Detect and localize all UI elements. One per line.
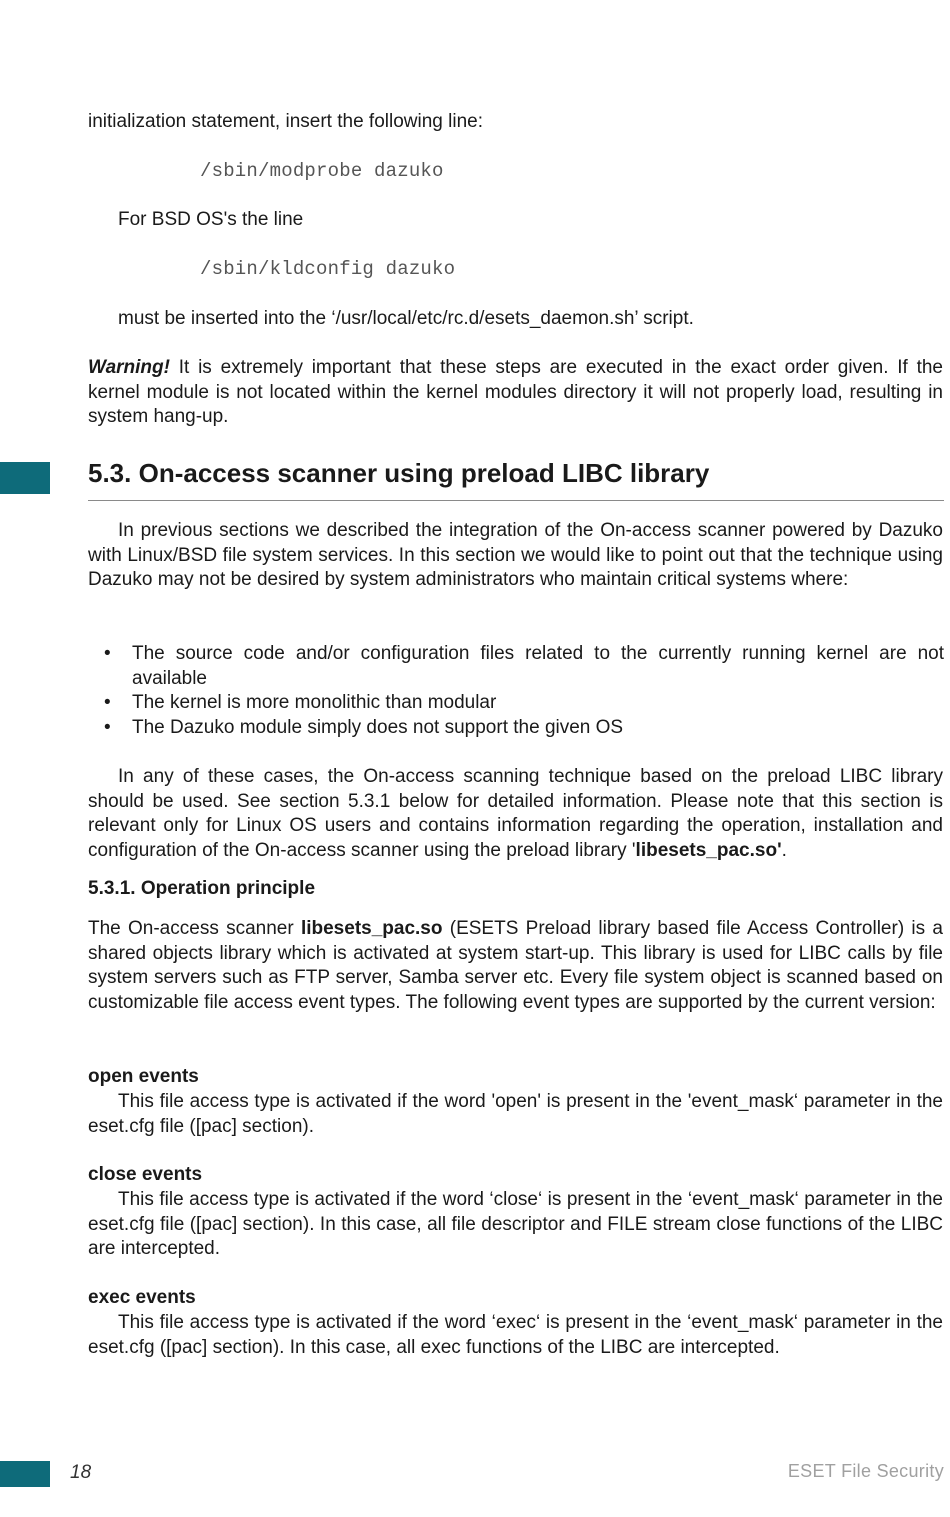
event-term-close: close events (88, 1164, 203, 1185)
footer-marker-bar (0, 1461, 50, 1487)
footer-product-name: ESET File Security (787, 1461, 944, 1481)
warning-label: Warning! (88, 357, 170, 378)
event-desc-close: This file access type is activated if the word ‘close‘ is present in the ‘event_mask‘ parameter in the eset.cfg file ([pac] section). In this case, all file descriptor and FILE stream close functions of the LIBC are intercepted. (88, 1189, 943, 1260)
event-desc-exec: This file access type is activated if the word ‘exec‘ is present in the ‘event_mask‘ parameter in the eset.cfg ([pac] section). In this case, all exec functions of the LIBC are intercepted. (88, 1312, 943, 1358)
bsd-line: For BSD OS's the line (118, 209, 304, 230)
event-term-open: open events (88, 1066, 199, 1087)
section-title: 5.3. On-access scanner using preload LIBC library (88, 458, 710, 488)
library-name: libesets_pac.so' (635, 839, 782, 861)
event-term-exec: exec events (88, 1287, 196, 1308)
operation-paragraph (88, 917, 943, 1015)
page-number: 18 (70, 1462, 92, 1483)
section-divider (88, 500, 944, 501)
subsection-title: 5.3.1. Operation principle (88, 878, 316, 899)
command-modprobe: /sbin/modprobe dazuko (200, 160, 444, 182)
list-item: • The kernel is more monolithic than modular (104, 691, 944, 716)
warning-text: It is extremely important that these steps are executed in the exact order given. If the kernel module is not located within the kernel modules directory it will not properly load, resulting in system hang-up. (88, 357, 943, 428)
section-intro-paragraph: In previous sections we described the integration of the On-access scanner powered by Dazuko with Linux/BSD file system services. In this section we would like to point out that the technique using Dazuko may not be desired by system administrators who maintain critical systems where: (88, 520, 943, 591)
operation-paragraph-text: (ESETS Preload library based file Access Controller) is a shared objects library which is activated at system start-up. This library is used for LIBC calls by file system servers such as FTP server, Samba server etc. Every file system object is scanned based on customizable file access event types. The following event types are supported by the current version: (88, 918, 943, 1013)
conditions-list (104, 642, 944, 740)
event-desc-open: This file access type is activated if the word 'open' is present in the 'event_mask‘ parameter in the eset.cfg file ([pac] section). (88, 1091, 943, 1137)
section-marker-bar (0, 462, 50, 494)
command-kldconfig: /sbin/kldconfig dazuko (200, 258, 456, 280)
script-line: must be inserted into the ‘/usr/local/etc/rc.d/esets_daemon.sh’ script. (118, 308, 694, 329)
intro-line: initialization statement, insert the following line: (88, 111, 483, 132)
preload-paragraph (88, 765, 943, 863)
operation-paragraph-start: The On-access scanner (88, 918, 301, 939)
preload-paragraph-end: . (781, 839, 787, 861)
list-item: • The Dazuko module simply does not support the given OS (104, 716, 944, 741)
list-item: • The source code and/or configuration files related to the currently running kernel are not available (104, 642, 944, 691)
preload-paragraph-text: In any of these cases, the On-access scanning technique based on the preload LIBC library should be used. See section 5.3.1 below for detailed information. Please note that this section is relevant only for Linux OS users and contains information regarding the operation, installation and configuration of the On-access scanner using the preload library ' (88, 766, 943, 861)
library-name: libesets_pac.so (300, 918, 443, 939)
warning-paragraph (88, 356, 943, 430)
